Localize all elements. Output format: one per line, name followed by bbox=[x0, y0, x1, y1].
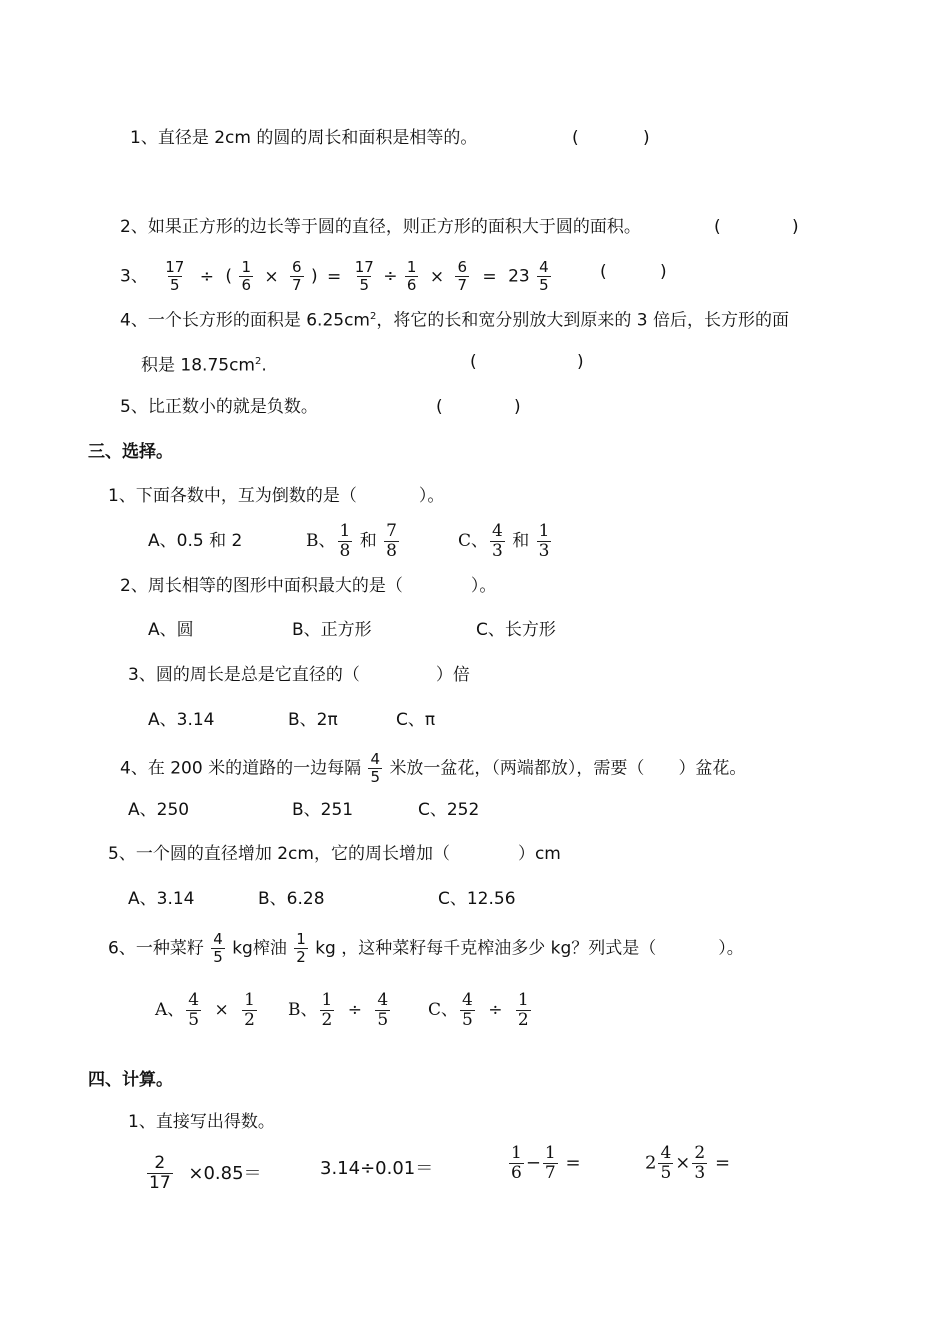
choice-q3-options bbox=[148, 708, 436, 732]
choice-q5-tail: ）cm bbox=[517, 844, 561, 864]
judge-q4-text2b: . bbox=[261, 355, 267, 376]
judge-q1-paren-open: ( bbox=[572, 128, 579, 148]
fraction: $\frac{7}{8}$ bbox=[386, 521, 397, 561]
judge-q5-paren-open: ( bbox=[436, 397, 443, 417]
equals-sign: = bbox=[327, 266, 342, 287]
fraction: $\frac{1}{2}$ bbox=[296, 930, 306, 966]
choice-q6 bbox=[108, 932, 744, 965]
choice-q1-tail: ）。 bbox=[418, 486, 445, 506]
mixed-whole: 23 bbox=[508, 266, 530, 287]
choice-q4-text: 4、在 200 米的道路的一边每隔 bbox=[120, 758, 362, 779]
choice-q3 bbox=[128, 663, 470, 687]
choice-q4-options bbox=[128, 798, 480, 822]
option-b: B、251 bbox=[292, 800, 354, 820]
choice-q5-text: 5、一个圆的直径增加 2cm，它的周长增加（ bbox=[108, 844, 450, 864]
expr-4: 2 $\frac{4}{5}$ × $\frac{2}{3}$ = bbox=[645, 1143, 731, 1183]
fraction: $\frac{1}{3}$ bbox=[538, 521, 550, 561]
option-c: C、12.56 bbox=[438, 889, 516, 909]
times-sign: × bbox=[429, 266, 445, 287]
judge-q2 bbox=[120, 215, 799, 239]
judge-q3-paren-close: ) bbox=[660, 262, 667, 282]
judge-q4-text1: 4、一个长方形的面积是 6.25cm bbox=[120, 310, 370, 331]
option-b: B、正方形 bbox=[292, 620, 372, 640]
choice-q1-text: 1、下面各数中，互为倒数的是（ bbox=[108, 486, 357, 506]
calc-q1-text: 1、直接写出得数。 bbox=[128, 1112, 275, 1132]
fraction: $\frac{6}{7}$ bbox=[292, 258, 302, 294]
choice-q3-tail: ）倍 bbox=[435, 665, 470, 685]
option-c: C、π bbox=[396, 710, 436, 730]
section3-title: 三、选择。 bbox=[88, 442, 173, 462]
calc-row bbox=[145, 1143, 731, 1193]
expr-2: 3.14÷0.01＝ bbox=[320, 1158, 434, 1179]
choice-q5 bbox=[108, 842, 561, 866]
option-c: C、 $\frac{4}{3}$ 和 $\frac{1}{3}$ bbox=[458, 521, 550, 561]
option-a: A、圆 bbox=[148, 620, 194, 640]
option-a: A、3.14 bbox=[128, 889, 195, 909]
fraction: $\frac{4}{5}$ bbox=[370, 750, 381, 786]
fraction: $\frac{1}{6}$ bbox=[406, 258, 417, 294]
choice-q3-text: 3、圆的周长是总是它直径的（ bbox=[128, 665, 360, 685]
superscript: 2 bbox=[369, 311, 377, 322]
option-a: A、0.5 和 2 bbox=[148, 531, 243, 551]
choice-q2-options bbox=[148, 618, 556, 642]
option-a: A、 $\frac{4}{5}$ × $\frac{1}{2}$ bbox=[155, 990, 255, 1030]
choice-q6-options bbox=[155, 990, 529, 1030]
expr-1: $\frac{2}{17}$ ×0.85＝ bbox=[149, 1153, 262, 1193]
judge-q4-text1b: ，将它的长和宽分别放大到原来的 3 倍后，长方形的面 bbox=[376, 310, 789, 331]
equals-sign: = bbox=[482, 266, 497, 287]
choice-q2 bbox=[120, 574, 496, 598]
fraction: $\frac{4}{3}$ bbox=[492, 521, 503, 561]
choice-q4-tail: ）盆花。 bbox=[678, 758, 747, 779]
judge-q2-paren-close: ) bbox=[792, 217, 799, 237]
choice-q5-options bbox=[128, 887, 516, 911]
judge-q4-line2 bbox=[141, 350, 584, 378]
choice-q6-mid1: kg榨油 bbox=[232, 938, 287, 959]
choice-q4 bbox=[120, 752, 746, 785]
expr-3: $\frac{1}{6}$ − $\frac{1}{7}$ = bbox=[511, 1143, 581, 1183]
fraction: $\frac{1}{8}$ bbox=[339, 521, 351, 561]
judge-q4-paren-open: ( bbox=[470, 352, 477, 372]
fraction: $\frac{17}{5}$ bbox=[165, 258, 185, 294]
choice-q6-mid2: kg ，这种菜籽每千克榨油多少 kg？列式是（ bbox=[315, 938, 657, 959]
choice-q1-options bbox=[148, 521, 550, 561]
judge-q2-paren-open: ( bbox=[714, 217, 721, 237]
div-sign: ÷ bbox=[199, 266, 214, 287]
judge-q4-paren-close: ) bbox=[577, 352, 584, 372]
fraction: $\frac{6}{7}$ bbox=[457, 258, 468, 294]
judge-q5 bbox=[120, 395, 521, 419]
judge-q2-text: 2、如果正方形的边长等于圆的直径，则正方形的面积大于圆的面积。 bbox=[120, 217, 641, 237]
judge-q1 bbox=[130, 126, 650, 150]
judge-q5-paren-close: ) bbox=[514, 397, 521, 417]
choice-q4-mid: 米放一盆花，（两端都放），需要（ bbox=[389, 758, 645, 779]
option-c: C、长方形 bbox=[476, 620, 556, 640]
paren: ) bbox=[311, 266, 318, 287]
judge-q3-num: 3、 bbox=[120, 266, 148, 287]
option-b: B、 $\frac{1}{2}$ ÷ $\frac{4}{5}$ bbox=[288, 990, 389, 1030]
judge-q3 bbox=[120, 258, 667, 294]
choice-q1 bbox=[108, 484, 444, 508]
option-b: B、6.28 bbox=[258, 889, 325, 909]
times-sign: × bbox=[264, 266, 279, 287]
option-a: A、250 bbox=[128, 800, 190, 820]
judge-q3-paren-open: ( bbox=[600, 262, 607, 282]
judge-q5-text: 5、比正数小的就是负数。 bbox=[120, 397, 318, 417]
fraction: $\frac{4}{5}$ bbox=[539, 258, 549, 294]
option-b: B、 $\frac{1}{8}$ 和 $\frac{7}{8}$ bbox=[306, 521, 397, 561]
section4-title: 四、计算。 bbox=[88, 1070, 173, 1090]
choice-q2-text: 2、周长相等的图形中面积最大的是（ bbox=[120, 576, 403, 596]
judge-q1-text: 1、直径是 2cm 的圆的周长和面积是相等的。 bbox=[130, 128, 478, 148]
paren: ( bbox=[225, 266, 233, 287]
fraction: $\frac{1}{6}$ bbox=[241, 258, 251, 294]
option-b: B、2π bbox=[288, 710, 338, 730]
judge-q4-text2: 积是 18.75cm bbox=[141, 355, 255, 376]
superscript: 2 bbox=[254, 356, 262, 367]
judge-q4-line1 bbox=[120, 305, 789, 333]
option-c: C、 $\frac{4}{5}$ ÷ $\frac{1}{2}$ bbox=[428, 990, 529, 1030]
div-sign: ÷ bbox=[383, 266, 398, 287]
choice-q6-text: 6、一种菜籽 bbox=[108, 938, 204, 959]
fraction: $\frac{4}{5}$ bbox=[213, 930, 223, 966]
option-c: C、252 bbox=[418, 800, 480, 820]
choice-q6-tail: ）。 bbox=[718, 938, 744, 959]
judge-q1-paren-close: ) bbox=[643, 128, 650, 148]
option-a: A、3.14 bbox=[148, 710, 215, 730]
fraction: $\frac{17}{5}$ bbox=[354, 258, 374, 294]
choice-q2-tail: ）。 bbox=[470, 576, 497, 596]
